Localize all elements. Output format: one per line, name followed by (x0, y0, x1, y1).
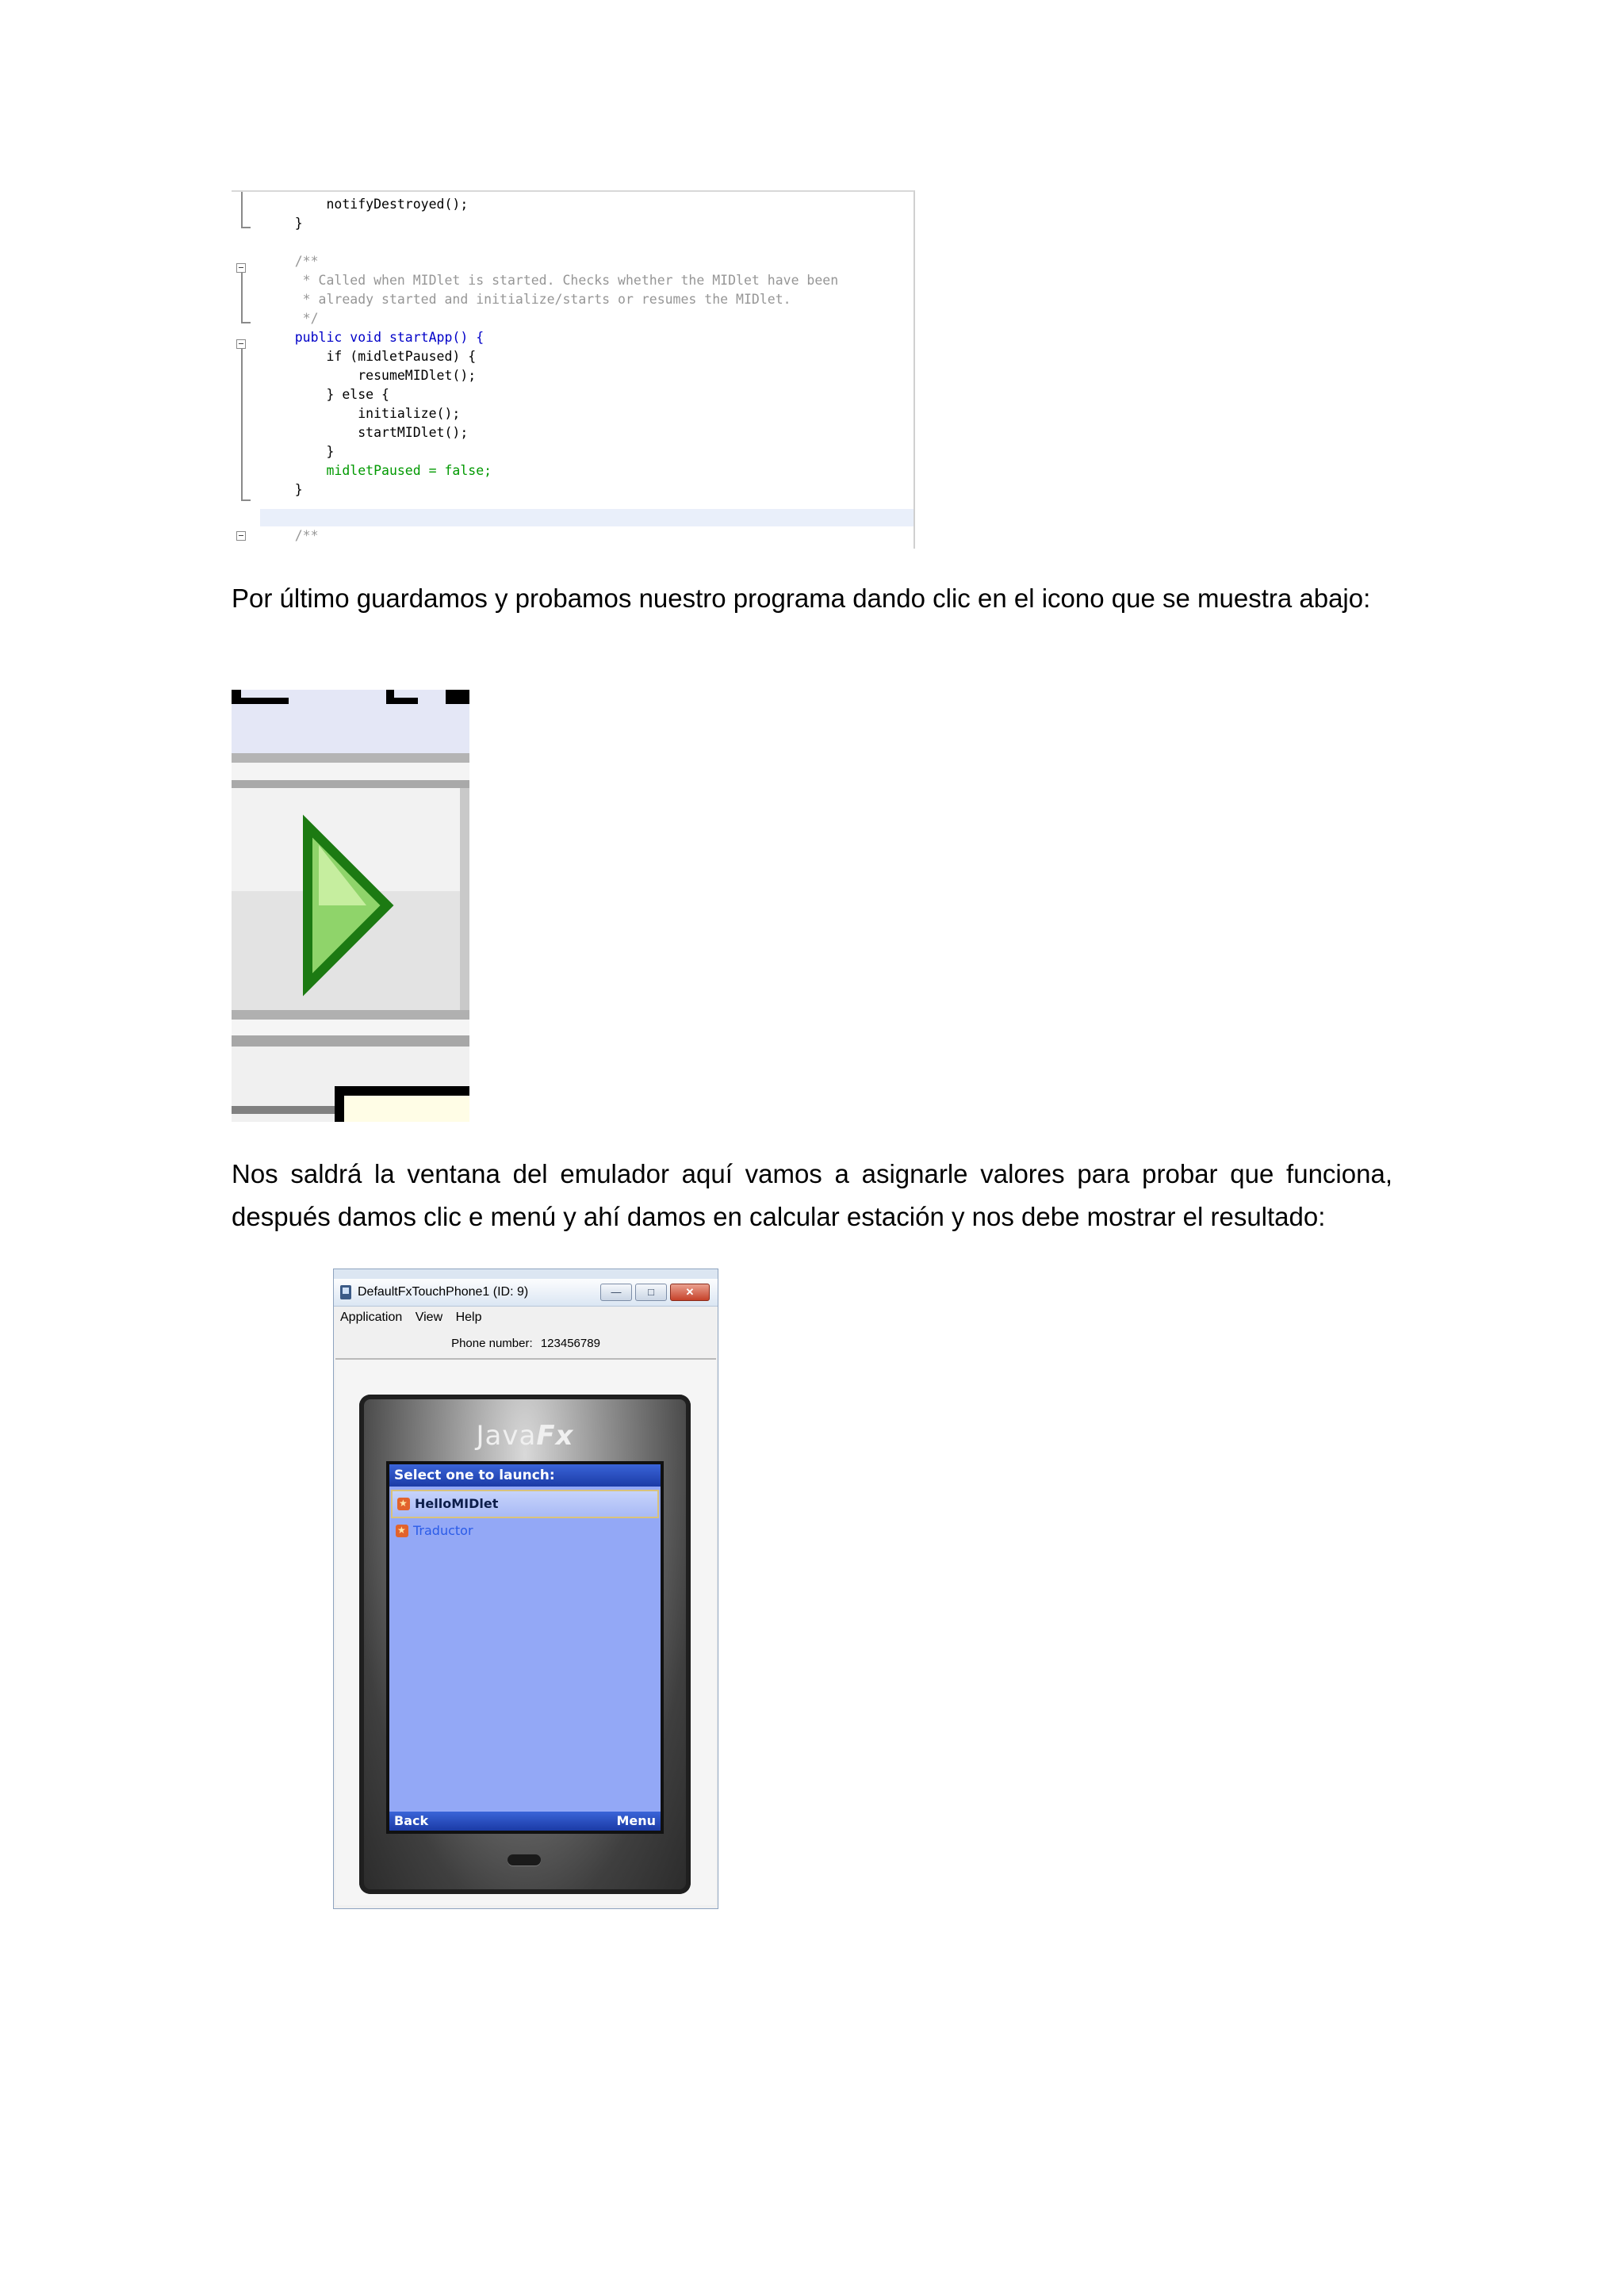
emulator-menubar (334, 1307, 718, 1329)
code-comment-line: */ (263, 311, 319, 326)
fold-end (241, 499, 251, 501)
list-item-traductor[interactable] (391, 1518, 659, 1544)
fold-line (241, 273, 243, 322)
phone-number-label: Phone number: (451, 1337, 533, 1350)
list-item-label: HelloMIDlet (415, 1496, 499, 1511)
menu-view[interactable]: View (415, 1311, 443, 1324)
code-line: if (midletPaused) { (263, 349, 477, 364)
code-line-method-signature: public void startApp() { (263, 330, 485, 345)
code-comment-line: /** (263, 254, 319, 269)
code-line: initialize(); (263, 406, 461, 421)
fold-toggle-icon[interactable] (236, 263, 246, 273)
list-item-hellomidlet[interactable] (391, 1490, 659, 1518)
paragraph-emulator-instructions: Nos saldrá la ventana del emulador aquí vamos a asignarle valores para probar que funciona, después damos clic e menú y ahí damos en calcular estación y nos debe mostrar el resultado: (232, 1159, 1392, 1231)
code-line: notifyDestroyed(); (263, 197, 469, 212)
javafx-logo: JavaFx (476, 1420, 574, 1452)
softkey-bar (389, 1812, 661, 1831)
emulator-window (333, 1269, 718, 1909)
code-line: } (263, 216, 303, 231)
code-line: midletPaused = false; (263, 463, 492, 478)
list-item-label: Traductor (413, 1523, 473, 1538)
maximize-button[interactable]: □ (635, 1284, 667, 1301)
phone-screen[interactable] (386, 1461, 664, 1834)
fold-line (241, 192, 243, 228)
fold-toggle-icon[interactable] (236, 339, 246, 349)
softkey-menu[interactable]: Menu (616, 1813, 656, 1828)
home-button[interactable] (508, 1854, 541, 1866)
code-comment-line: * already started and initialize/starts or resumes the MIDlet. (263, 292, 791, 307)
code-line: startMIDlet(); (263, 425, 469, 440)
run-project-button[interactable] (232, 690, 469, 1122)
paragraph-run-instructions: Por último guardamos y probamos nuestro programa dando clic en el icono que se muestra abajo: (232, 584, 1371, 613)
midlet-icon (396, 1525, 408, 1537)
screen-header: Select one to launch: (389, 1464, 661, 1487)
fold-end (241, 227, 251, 228)
menu-application[interactable]: Application (340, 1311, 403, 1324)
fold-end (241, 322, 251, 323)
code-line: } else { (263, 387, 389, 402)
code-line: resumeMIDlet(); (263, 368, 477, 383)
minimize-button[interactable]: — (600, 1284, 632, 1301)
code-screenshot (232, 190, 915, 549)
phone-number-line (334, 1333, 718, 1355)
phone-device (359, 1395, 691, 1894)
fold-toggle-icon[interactable] (236, 531, 246, 541)
emulator-titlebar[interactable] (334, 1279, 718, 1307)
code-comment-line: /** (263, 528, 319, 543)
phone-number-value: 123456789 (540, 1337, 600, 1350)
phone-app-icon (340, 1285, 351, 1299)
code-line: } (263, 444, 335, 459)
menu-help[interactable]: Help (455, 1311, 482, 1324)
close-button[interactable]: ✕ (670, 1284, 710, 1301)
midlet-icon (397, 1498, 410, 1510)
window-title: DefaultFxTouchPhone1 (ID: 9) (358, 1285, 529, 1299)
window-frame (334, 1269, 718, 1279)
current-line-highlight (260, 509, 914, 526)
fold-line (241, 349, 243, 499)
code-comment-line: * Called when MIDlet is started. Checks whether the MIDlet have been (263, 273, 839, 288)
code-line: } (263, 482, 303, 497)
softkey-back[interactable]: Back (394, 1813, 429, 1828)
